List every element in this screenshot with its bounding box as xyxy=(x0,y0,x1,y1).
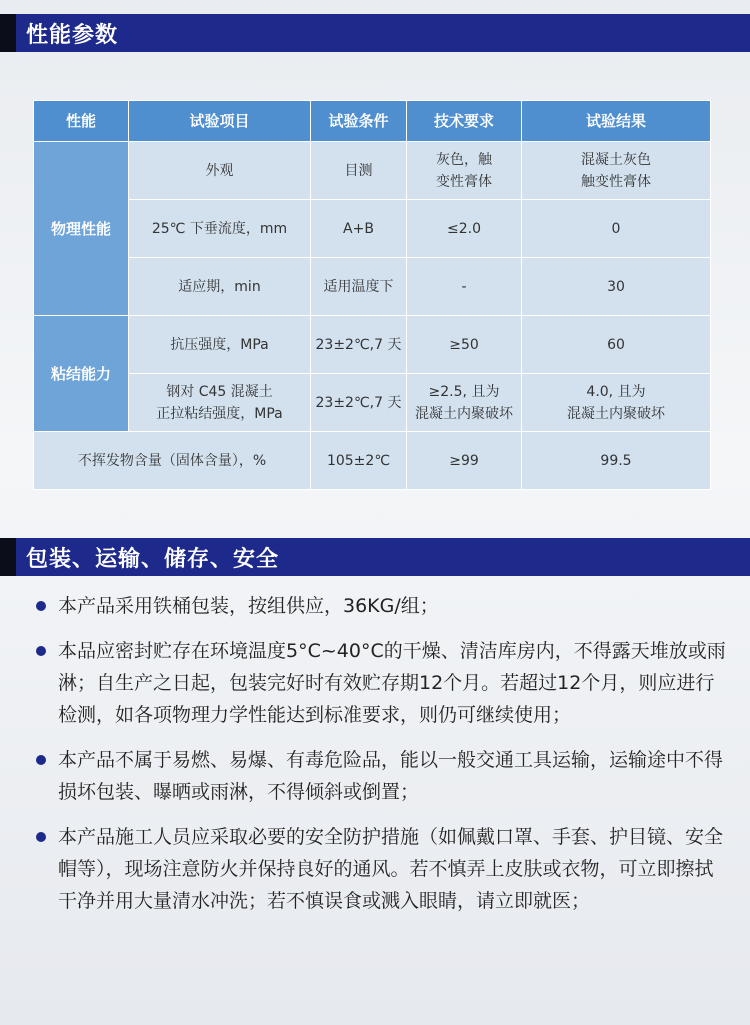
performance-table xyxy=(33,100,711,490)
cell-condition: 目测 xyxy=(311,142,407,200)
header-result: 试验结果 xyxy=(522,101,711,142)
note-text: 本产品采用铁桶包装，按组供应，36KG/组； xyxy=(58,595,439,617)
note-text: 本产品不属于易燃、易爆、有毒危险品，能以一般交通工具运输，运输途中不得损坏包装、曝晒或雨淋，不得倾斜或倒置； xyxy=(58,749,724,803)
header-test-condition: 试验条件 xyxy=(311,101,407,142)
cell-item: 抗压强度，MPa xyxy=(129,316,311,374)
section-header-packaging xyxy=(0,538,750,576)
bullet-dot-icon xyxy=(36,646,46,656)
list-item xyxy=(32,744,727,808)
notes-list xyxy=(32,590,727,930)
section-title: 包装、运输、储存、安全 xyxy=(26,546,280,572)
table-row xyxy=(34,142,711,200)
cell-condition: A+B xyxy=(311,200,407,258)
cell-item: 外观 xyxy=(129,142,311,200)
cell-result: 60 xyxy=(522,316,711,374)
cell-item: 25℃ 下垂流度，mm xyxy=(129,200,311,258)
cell-requirement: ≤2.0 xyxy=(407,200,522,258)
cell-item: 钢对 C45 混凝土 正拉粘结强度，MPa xyxy=(129,374,311,432)
cell-result: 4.0, 且为 混凝土内聚破坏 xyxy=(522,374,711,432)
cell-item: 适应期，min xyxy=(129,258,311,316)
cell-condition: 23±2℃,7 天 xyxy=(311,374,407,432)
cell-result: 混凝土灰色 触变性膏体 xyxy=(522,142,711,200)
bullet-dot-icon xyxy=(36,601,46,611)
header-requirement: 技术要求 xyxy=(407,101,522,142)
note-text: 本品应密封贮存在环境温度5°C~40°C的干燥、清洁库房内，不得露天堆放或雨淋；自生产之日起，包装完好时有效贮存期12个月。若超过12个月，则应进行检测，如各项物理力学性能达到标准要求，则仍可继续使用； xyxy=(58,640,726,726)
cell-result: 99.5 xyxy=(522,432,711,490)
group-physical: 物理性能 xyxy=(34,142,129,316)
header-property: 性能 xyxy=(34,101,129,142)
section-title: 性能参数 xyxy=(26,22,119,48)
cell-result: 30 xyxy=(522,258,711,316)
cell-requirement: - xyxy=(407,258,522,316)
list-item xyxy=(32,635,727,731)
table-row xyxy=(34,432,711,490)
header-test-item: 试验项目 xyxy=(129,101,311,142)
cell-requirement: ≥50 xyxy=(407,316,522,374)
section-accent xyxy=(0,538,16,576)
bullet-dot-icon xyxy=(36,755,46,765)
bullet-dot-icon xyxy=(36,832,46,842)
table-row xyxy=(34,258,711,316)
cell-condition: 适用温度下 xyxy=(311,258,407,316)
table-row xyxy=(34,374,711,432)
section-accent xyxy=(0,14,16,52)
cell-condition: 23±2℃,7 天 xyxy=(311,316,407,374)
group-bonding: 粘结能力 xyxy=(34,316,129,432)
list-item xyxy=(32,821,727,917)
cell-result: 0 xyxy=(522,200,711,258)
note-text: 本产品施工人员应采取必要的安全防护措施（如佩戴口罩、手套、护目镜、安全帽等），现场注意防火并保持良好的通风。若不慎弄上皮肤或衣物，可立即擦拭干净并用大量清水冲洗；若不慎误食或溅入眼睛，请立即就医； xyxy=(58,826,724,912)
table-row xyxy=(34,316,711,374)
cell-requirement: ≥99 xyxy=(407,432,522,490)
cell-requirement: ≥2.5, 且为 混凝土内聚破坏 xyxy=(407,374,522,432)
cell-item: 不挥发物含量（固体含量），% xyxy=(34,432,311,490)
list-item xyxy=(32,590,727,622)
cell-condition: 105±2℃ xyxy=(311,432,407,490)
section-header-performance xyxy=(0,14,750,52)
table-row xyxy=(34,200,711,258)
cell-requirement: 灰色，触 变性膏体 xyxy=(407,142,522,200)
